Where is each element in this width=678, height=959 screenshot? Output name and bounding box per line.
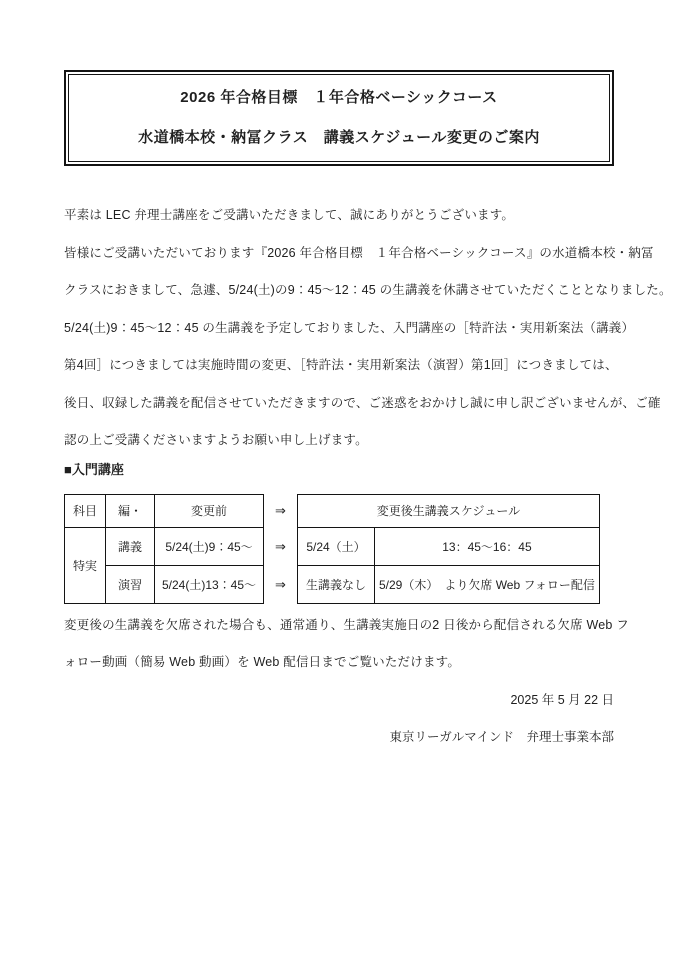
after-cell-date-lecture: 5/24（土） xyxy=(298,527,375,565)
before-header-kind: 編・ xyxy=(106,494,155,527)
body-line: 5/24(土)9：45～12：45 の生講義を予定しておりました、入門講座の［特許法・実用新案法（講義） xyxy=(64,320,635,335)
arrow-column xyxy=(264,494,297,604)
document-title-course: 2026 年合格目標 １年合格ベーシックコース xyxy=(180,89,498,106)
document-date: 2025 年 5 月 22 日 xyxy=(510,692,614,707)
document-signature: 東京リーガルマインド 弁理士事業本部 xyxy=(389,730,614,744)
right-arrow-icon: ⇒ xyxy=(275,502,286,518)
body-paragraphs xyxy=(64,197,672,460)
after-cell-time-lecture: 13：45～16：45 xyxy=(375,527,600,565)
document-title-subject: 水道橋本校・納冨クラス 講義スケジュール変更のご案内 xyxy=(138,129,540,146)
schedule-change-region xyxy=(64,494,614,604)
before-cell-time-exercise: 5/24(土)13：45～ xyxy=(155,565,264,603)
title-box-inner xyxy=(68,74,610,162)
before-cell-subject: 特実 xyxy=(65,527,106,603)
after-header: 変更後生講義スケジュール xyxy=(298,494,600,527)
before-cell-kind-lecture: 講義 xyxy=(106,527,155,565)
schedule-table-before xyxy=(64,494,264,604)
post-table-line: 変更後の生講義を欠席された場合も、通常通り、生講義実施日の2 日後から配信される欠席 Web フ xyxy=(64,617,629,632)
section-heading-intro-course: ■入門講座 xyxy=(64,461,124,477)
right-arrow-icon: ⇒ xyxy=(275,538,286,554)
after-cell-detail-exercise: 5/29（木） より欠席 Web フォロー配信 xyxy=(375,565,600,603)
body-line: クラスにおきまして、急遽、5/24(土)の9：45～12：45 の生講義を休講させていただくこととなりました。 xyxy=(64,283,672,297)
post-table-paragraph xyxy=(64,607,629,682)
before-cell-time-lecture: 5/24(土)9：45～ xyxy=(155,527,264,565)
body-line: 皆様にご受講いただいております『2026 年合格目標 １年合格ベーシックコース』の水道橋本校・納冨 xyxy=(64,245,654,260)
post-table-line: ォロー動画（簡易 Web 動画）を Web 配信日までご覧いただけます。 xyxy=(64,655,461,669)
before-header-before: 変更前 xyxy=(155,494,264,527)
body-line: 第4回］につきましては実施時間の変更、［特許法・実用新案法（演習）第1回］につきましては、 xyxy=(64,358,618,372)
before-header-subject: 科目 xyxy=(65,494,106,527)
after-cell-date-exercise: 生講義なし xyxy=(298,565,375,603)
body-line: 後日、収録した講義を配信させていただきますので、ご迷惑をおかけし誠に申し訳ございませんが、ご確 xyxy=(64,395,661,410)
title-box xyxy=(64,70,614,166)
right-arrow-icon: ⇒ xyxy=(275,576,286,592)
body-line: 認の上ご受講くださいますようお願い申し上げます。 xyxy=(64,433,368,447)
before-cell-kind-exercise: 演習 xyxy=(106,565,155,603)
schedule-table-after xyxy=(297,494,600,604)
body-line: 平素は LEC 弁理士講座をご受講いただきまして、誠にありがとうございます。 xyxy=(64,208,515,222)
